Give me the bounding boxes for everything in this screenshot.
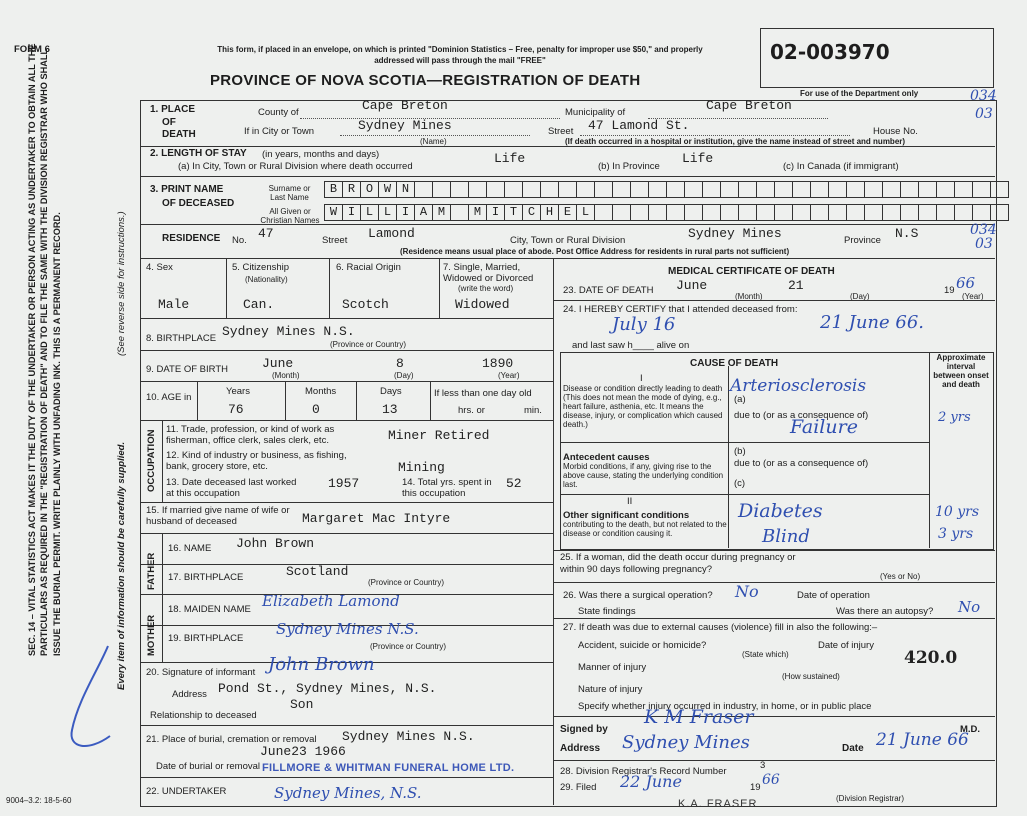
name-letter-cell [595,181,613,198]
name-letter-cell: L [577,204,595,221]
dept-code-2: 03 [975,106,993,122]
name-letter-cell [541,181,559,198]
racial-value: Scotch [342,297,389,312]
name-letter-cell: T [505,204,523,221]
undertaker-hand: Sydney Mines, N.S. [274,784,422,802]
stay-a-label: (a) In City, Town or Rural Division where death occurred [178,161,413,172]
interval-heading: Approximate interval between onset and death [933,353,989,389]
marital-value: Widowed [455,297,510,312]
name-letter-cell [937,181,955,198]
street-value: 47 Lamond St. [588,118,690,133]
name-letter-cell [703,181,721,198]
hospital-note: (If death occurred in a hospital or institution, give the name instead of street and number) [565,137,906,146]
mother-maiden-label: 18. MAIDEN NAME [168,604,251,615]
a-line: (a) [734,394,746,405]
father-birthplace-label: 17. BIRTHPLACE [168,572,244,583]
residence-street: Lamond [368,226,415,241]
dob-month-sub: (Month) [272,371,300,380]
county-value: Cape Breton [362,98,448,113]
autopsy-label: Was there an autopsy? [836,606,934,617]
father-sub: (Province or Country) [368,578,445,587]
occ-q13: 13. Date deceased last worked at this occupation [166,477,297,499]
stay-heading: 2. LENGTH OF STAY [150,148,247,159]
stay-b-label: (b) In Province [598,161,660,172]
b-line: (b) [734,446,746,457]
informant-signature: John Brown [268,654,375,675]
autopsy-value: No [958,598,981,616]
city-value: Sydney Mines [358,118,452,133]
dept-code-1: 034 [970,88,997,104]
name-letter-cell [919,204,937,221]
name-letter-cell [883,181,901,198]
name-letter-cell [775,204,793,221]
side-note-instructions: (See reverse side for instructions.) [116,211,127,356]
name-letter-cell [973,181,991,198]
name-letter-cell [829,204,847,221]
name-letter-cell [631,204,649,221]
md-date-label: Date [842,743,864,754]
burial-date: June23 1966 [260,744,346,759]
dob-month: June [262,356,294,371]
name-letter-cell [919,181,937,198]
findings-label: State findings [578,606,636,617]
death-date-label: 23. DATE OF DEATH [563,285,654,296]
residence-province-label: Province [844,235,881,246]
residence-street-label: Street [322,235,348,246]
reg-number: 02-003970 [770,40,890,64]
racial-label: 6. Racial Origin [336,262,401,273]
relationship-value: Son [290,697,314,712]
occ-q11: 11. Trade, profession, or kind of work as fisherman, office clerk, sales clerk, etc. [166,424,335,446]
occ-q14: 14. Total yrs. spent in this occupation [402,477,492,499]
surname-label: Surname or Last Name [268,184,311,202]
given-label: All Given or Christian Names [260,207,320,225]
name-letter-cell [739,181,757,198]
mother-side-label: MOTHER [146,614,157,656]
name-letter-cell: I [487,204,505,221]
name-letter-cell [451,181,469,198]
interval-1: 10 yrs [935,504,980,520]
name-letter-cell: L [379,204,397,221]
filed-value: 22 June [620,772,682,791]
name-letter-cell: A [415,204,433,221]
name-letter-cell: B [324,181,343,198]
death-day: 21 [788,278,804,293]
name-letter-cell [739,204,757,221]
interval-2: 3 yrs [938,526,974,542]
immediate-label: Disease or condition directly leading to death (This does not mean the mode of dying, e.g., heart failure, asthenia, etc. It means the disease, injury, or complication which caused death.) [563,384,723,429]
record-label: 28. Division Registrar's Record Number [560,766,727,777]
signed-label: Signed by [560,724,608,735]
name-letter-cell [991,181,1009,198]
undertaker-label: 22. UNDERTAKER [146,786,227,797]
name-letter-cell [793,181,811,198]
name-letter-cell [613,181,631,198]
name-letter-cell [613,204,631,221]
burial-label: 21. Place of burial, cremation or removal [146,734,317,745]
name-letter-cell [505,181,523,198]
md-date: 21 June 66 [876,730,969,750]
handwritten-mark [58,640,128,760]
name-letter-cell [703,204,721,221]
md-address: Sydney Mines [622,732,750,753]
attended-from: July 16 [612,314,676,335]
residence-no: 47 [258,226,274,241]
death-month-sub: (Month) [735,292,763,301]
name-letter-cell [955,204,973,221]
nature-label: Nature of injury [578,684,643,695]
form-number: FORM 6 [14,44,50,55]
undertaker-stamp: FILLMORE & WHITMAN FUNERAL HOME LTD. [262,762,515,774]
sex-label: 4. Sex [146,262,173,273]
name-letter-cell: E [559,204,577,221]
name-letter-cell [847,181,865,198]
name-letter-cell: M [469,204,487,221]
name-letter-cell [649,181,667,198]
last-saw-label: and last saw h____ alive on [572,340,690,351]
name-letter-cell [433,181,451,198]
attended-to: 21 June 66. [820,312,925,333]
occ-a14: 52 [506,476,522,491]
citizenship-value: Can. [243,297,275,312]
dob-label: 9. DATE OF BIRTH [146,364,228,375]
name-letter-cell [937,204,955,221]
birthplace-label: 8. BIRTHPLACE [146,333,217,344]
name-letter-cell [901,181,919,198]
name-letter-cell [685,181,703,198]
name-letter-cell [469,181,487,198]
name-letter-cell: W [324,204,343,221]
name-letter-cell [811,181,829,198]
occ-a12: Mining [398,460,445,475]
cause-heading: CAUSE OF DEATH [690,358,779,369]
residence-code-2: 03 [975,236,993,252]
pregnancy-label: 25. If a woman, did the death occur during pregnancy or within 90 days following pregnancy? [560,552,796,575]
occupation-side-label: OCCUPATION [146,429,157,492]
name-letter-cell [865,181,883,198]
stay-b-value: Life [682,151,714,166]
surgery-label: 26. Was there a surgical operation? [563,590,713,601]
name-letter-cell [721,181,739,198]
filed-label: 29. Filed [560,782,597,793]
death-year-sub: (Year) [962,292,984,301]
interval-a: 2 yrs [938,410,971,425]
father-name-label: 16. NAME [168,543,212,554]
name-letter-cell: L [361,204,379,221]
informant-address-label: Address [172,689,207,700]
age-label: 10. AGE in [146,392,192,403]
deceased-heading-1: 3. PRINT NAME [150,184,224,195]
name-letter-cell: M [433,204,451,221]
mother-birthplace-label: 19. BIRTHPLACE [168,633,244,644]
other-sub: contributing to the death, but not related to the disease or condition causing it. [563,520,727,538]
name-letter-cell: W [379,181,397,198]
injury-date-label: Date of injury [818,640,874,651]
place-heading-2: OF [162,117,176,128]
form-title: PROVINCE OF NOVA SCOTIA—REGISTRATION OF DEATH [210,72,641,89]
informant-address: Pond St., Sydney Mines, N.S. [218,681,437,696]
due-to-1: due to (or as a consequence of) [734,410,869,421]
external-label: 27. If death was due to external causes (violence) fill in also the following:– [563,622,878,633]
informant-label: 20. Signature of informant [146,667,256,678]
surname-cells [324,181,1009,198]
sex-value: Male [158,297,190,312]
death-year-prefix: 19 [944,285,955,296]
father-side-label: FATHER [146,552,157,590]
citizenship-sub: (Nationality) [245,275,288,284]
residence-code-1: 034 [970,222,997,238]
op-date-label: Date of operation [797,590,870,601]
name-letter-cell [451,204,469,221]
cause-a: Arteriosclerosis [730,376,867,396]
name-letter-cell [973,204,991,221]
name-letter-cell [757,181,775,198]
due-to-2: due to (or as a consequence of) [734,458,869,469]
name-letter-cell [811,204,829,221]
other-1: Diabetes [738,500,823,522]
accident-label: Accident, suicide or homicide? [578,640,707,651]
lessday-label: If less than one day old [434,388,532,399]
name-letter-cell [415,181,433,198]
name-letter-cell [847,204,865,221]
name-letter-cell [775,181,793,198]
name-letter-cell [721,204,739,221]
municipality-value: Cape Breton [706,98,792,113]
dept-use: For use of the Department only [800,89,919,98]
mother-sub: (Province or Country) [370,642,447,651]
how-label: (How sustained) [782,672,840,681]
stay-c-label: (c) In Canada (if immigrant) [783,161,899,172]
other-label: Other significant conditions [563,510,690,521]
side-notice: SEC. 14 – VITAL STATISTICS ACT MAKES IT THE DUTY OF THE UNDERTAKER OR PERSON ACTING AS UNDERTAKER TO OBTAIN ALL THE PARTICULARS AS REQUIRED IN THE "REGISTRATION OF DEATH" AND TO FILE THE SAME WITH THE DIVISION REGISTRAR WHO SHALL ISSUE THE BURIAL PERMIT. WRITE PLAINLY WITH UNFADING INK. THIS IS A PERMANENT RECORD. [27,43,62,656]
death-month: June [676,278,708,293]
municipality-label: Municipality of [565,107,626,118]
certify-label: 24. I HEREBY CERTIFY that I attended deceased from: [563,304,798,315]
medical-heading: MEDICAL CERTIFICATE OF DEATH [668,266,835,277]
residence-province: N.S [895,226,919,241]
occ-a11: Miner Retired [388,428,490,443]
dob-day-sub: (Day) [394,371,414,380]
dob-year: 1890 [482,356,514,371]
cause-failure: Failure [790,416,858,438]
name-letter-cell: O [361,181,379,198]
days-label: Days [380,386,402,397]
filed-year-prefix: 19 [750,782,761,793]
name-letter-cell [685,204,703,221]
relationship-label: Relationship to deceased [150,710,257,721]
md-address-label: Address [560,743,601,754]
side-note-supplied: Every item of information should be carefully supplied. [116,441,127,690]
birthplace-sub: (Province or Country) [330,340,407,349]
citizenship-label: 5. Citizenship [232,262,290,273]
part-I: I [640,373,643,384]
place-heading-3: DEATH [162,129,196,140]
residence-heading: RESIDENCE [162,233,221,244]
form-footer: 9004–3.2: 18-5-60 [6,796,72,805]
name-letter-cell [667,181,685,198]
age-years: 76 [228,402,244,417]
residence-city-label: City, Town or Rural Division [510,235,626,246]
residence-note: (Residence means usual place of abode. Post Office Address for residents in rural parts not sufficient) [400,247,790,256]
name-letter-cell [865,204,883,221]
name-letter-cell [955,181,973,198]
record-no: 3 [760,760,766,771]
name-letter-cell [793,204,811,221]
name-letter-cell [991,204,1009,221]
stay-sub: (in years, months and days) [262,149,380,160]
occ-q12: 12. Kind of industry or business, as fishing, bank, grocery store, etc. [166,450,347,472]
burial-place: Sydney Mines N.S. [342,729,475,744]
name-letter-cell [595,204,613,221]
mother-maiden: Elizabeth Lamond [262,592,400,610]
name-letter-cell [559,181,577,198]
spouse-value: Margaret Mac Intyre [302,511,451,526]
name-sublabel: (Name) [420,137,447,146]
signed-value: K M Fraser [644,706,754,728]
dob-day: 8 [396,356,404,371]
surgery-value: No [735,582,759,601]
death-year: 66 [956,274,976,292]
md-label: M.D. [960,724,981,735]
hrs-label: hrs. or [458,405,485,416]
name-letter-cell [577,181,595,198]
other-2: Blind [762,526,810,547]
spouse-label: 15. If married give name of wife or husband of deceased [146,505,290,527]
city-label: If in City or Town [244,126,315,137]
marital-label: 7. Single, Married, Widowed or Divorced [443,262,534,284]
given-cells [324,204,1009,221]
name-letter-cell [901,204,919,221]
marital-sub: (write the word) [458,284,514,293]
deceased-heading-2: OF DECEASED [162,198,235,209]
registrar-stamp: K.A. FRASER [678,798,758,810]
antecedent-sub: Morbid conditions, if any, giving rise to the above cause, stating the underlying condition last. [563,462,724,489]
name-letter-cell: H [541,204,559,221]
antecedent-label: Antecedent causes [563,452,650,463]
dob-year-sub: (Year) [498,371,520,380]
c-line: (c) [734,478,746,489]
yesno-label: (Yes or No) [880,572,921,581]
years-label: Years [226,386,250,397]
mother-birthplace: Sydney Mines N.S. [276,620,419,638]
name-letter-cell: N [397,181,415,198]
filed-year: 66 [762,772,780,788]
stay-a-value: Life [494,151,526,166]
industry-label: Specify whether injury occurred in industry, in home, or in public place [578,701,872,712]
name-letter-cell [883,204,901,221]
months-label: Months [305,386,337,397]
occ-a13: 1957 [328,476,360,491]
name-letter-cell [829,181,847,198]
name-letter-cell [523,181,541,198]
birthplace-value: Sydney Mines N.S. [222,324,355,339]
residence-no-label: No. [232,235,247,246]
part-II: II [627,496,633,507]
name-letter-cell [487,181,505,198]
father-birthplace: Scotland [286,564,349,579]
age-months: 0 [312,402,320,417]
name-letter-cell [757,204,775,221]
name-letter-cell: C [523,204,541,221]
header-note: This form, if placed in an envelope, on which is printed "Dominion Statistics – Free, penalty for improper use $50," and properly addressed will pass through the mail "FREE" [217,45,703,65]
county-label: County of [258,107,299,118]
name-letter-cell [667,204,685,221]
death-day-sub: (Day) [850,292,870,301]
name-letter-cell [631,181,649,198]
name-letter-cell [649,204,667,221]
manner-label: Manner of injury [578,662,647,673]
father-name: John Brown [236,536,315,551]
burial-date-label: Date of burial or removal [156,761,261,772]
min-label: min. [524,405,542,416]
place-heading-1: 1. PLACE [150,104,196,115]
registrar-label: (Division Registrar) [836,794,905,803]
name-letter-cell: I [343,204,361,221]
residence-city: Sydney Mines [688,226,782,241]
house-label: House No. [873,126,918,137]
street-label: Street [548,126,574,137]
cause-code: 420.0 [904,648,958,668]
age-days: 13 [382,402,398,417]
state-which: (State which) [742,650,789,659]
name-letter-cell: R [343,181,361,198]
name-letter-cell: I [397,204,415,221]
